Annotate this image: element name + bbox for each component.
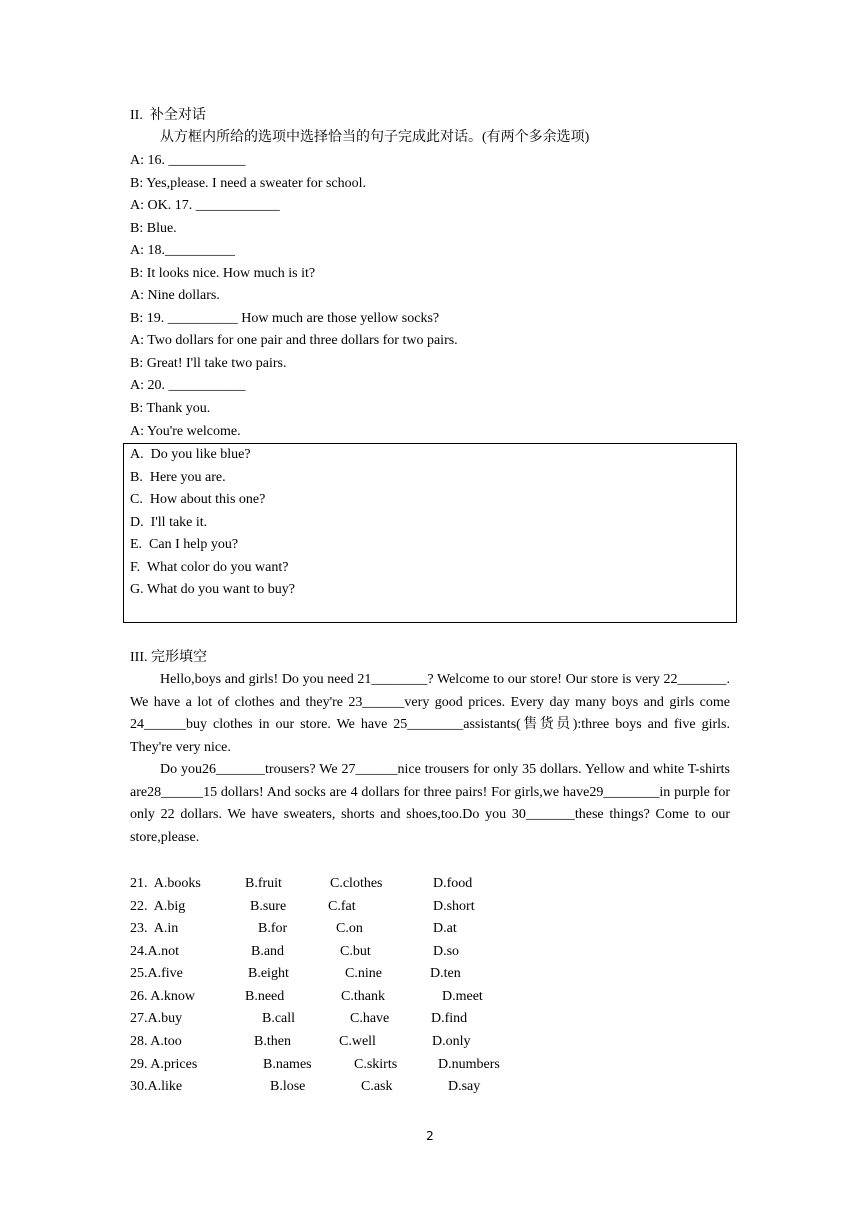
question-option-b: B.names [263,1057,312,1072]
dialogue-line: A: Two dollars for one pair and three dollars for two pairs. [130,333,458,348]
question-option-b: B.fruit [245,876,282,891]
cloze-paragraph-1 [130,669,730,759]
question-option-d: D.meet [442,989,483,1004]
question-option-c: C.but [340,944,371,959]
question-option-d: D.so [433,944,460,959]
dialogue-line: B: Yes,please. I need a sweater for school. [130,176,366,191]
dialogue-line: A: 18.__________ [130,243,235,258]
question-option-c: C.clothes [330,876,383,891]
page-number: 2 [426,1129,434,1143]
option-item: A. Do you like blue? [130,447,251,462]
section-3-title: III. 完形填空 [130,650,207,665]
question-option-a: 25.A.five [130,966,183,981]
question-option-a: 22. A.big [130,899,186,914]
question-option-c: C.ask [361,1079,393,1094]
question-option-b: B.lose [270,1079,306,1094]
dialogue-line: B: Thank you. [130,401,211,416]
section-2-title: II. 补全对话 [130,108,206,123]
dialogue-line: A: 20. ___________ [130,378,246,393]
question-option-b: B.and [251,944,285,959]
question-option-d: D.find [431,1011,468,1026]
question-option-c: C.well [339,1034,376,1049]
dialogue-line: B: 19. __________ How much are those yellow socks? [130,311,440,326]
dialogue-line: B: Great! I'll take two pairs. [130,356,287,371]
question-option-b: B.call [262,1011,296,1026]
question-option-a: 30.A.like [130,1079,183,1094]
question-option-b: B.sure [250,899,287,914]
cloze-paragraph-2 [130,759,730,849]
dialogue-line: A: OK. 17. ____________ [130,198,280,213]
question-option-c: C.fat [328,899,356,914]
cloze-paragraph-2-text: Do you26_______trousers? We 27______nice trousers for only 35 dollars. Yellow and white T-shirts are28______15 dollars! And socks are 4 dollars for three pairs! For girls,we have29________in purple for only 22 dollars. We have sweaters, shorts and shoes,too.Do you 30_______these things? Come to our store,please. [130,762,730,845]
question-option-b: B.eight [248,966,289,981]
option-item: D. I'll take it. [130,515,208,530]
question-option-d: D.say [448,1079,481,1094]
question-option-a: 24.A.not [130,944,179,959]
question-option-b: B.for [258,921,288,936]
question-option-a: 27.A.buy [130,1011,183,1026]
question-option-d: D.at [433,921,457,936]
question-option-d: D.food [433,876,473,891]
question-option-a: 28. A.too [130,1034,182,1049]
question-option-d: D.ten [430,966,461,981]
question-option-c: C.skirts [354,1057,398,1072]
question-option-b: B.need [245,989,285,1004]
question-option-c: C.have [350,1011,390,1026]
section-2-instruction: 从方框内所给的选项中选择恰当的句子完成此对话。(有两个多余选项) [160,130,590,145]
question-option-a: 26. A.know [130,989,195,1004]
cloze-paragraph-1-text: Hello,boys and girls! Do you need 21________? Welcome to our store! Our store is very 22_______. We have a lot of clothes and they're 23______very good prices. Every day many boys and girls come 24______buy clothes in our store. We have 25________assistants(售货员):three boys and five girls. They're very nice. [130,672,730,755]
question-option-c: C.thank [341,989,385,1004]
dialogue-line: B: Blue. [130,221,177,236]
question-option-a: 21. A.books [130,876,201,891]
question-option-a: 29. A.prices [130,1057,198,1072]
question-option-d: D.only [432,1034,471,1049]
question-option-a: 23. A.in [130,921,179,936]
question-option-b: B.then [254,1034,291,1049]
dialogue-line: A: You're welcome. [130,424,241,439]
question-option-c: C.on [336,921,363,936]
option-item: G. What do you want to buy? [130,582,295,597]
option-item: C. How about this one? [130,492,266,507]
dialogue-line: A: 16. ___________ [130,153,246,168]
question-option-d: D.numbers [438,1057,500,1072]
question-option-c: C.nine [345,966,382,981]
option-item: E. Can I help you? [130,537,239,552]
dialogue-line: A: Nine dollars. [130,288,220,303]
option-item: B. Here you are. [130,470,226,485]
question-option-d: D.short [433,899,475,914]
dialogue-line: B: It looks nice. How much is it? [130,266,316,281]
option-item: F. What color do you want? [130,560,289,575]
